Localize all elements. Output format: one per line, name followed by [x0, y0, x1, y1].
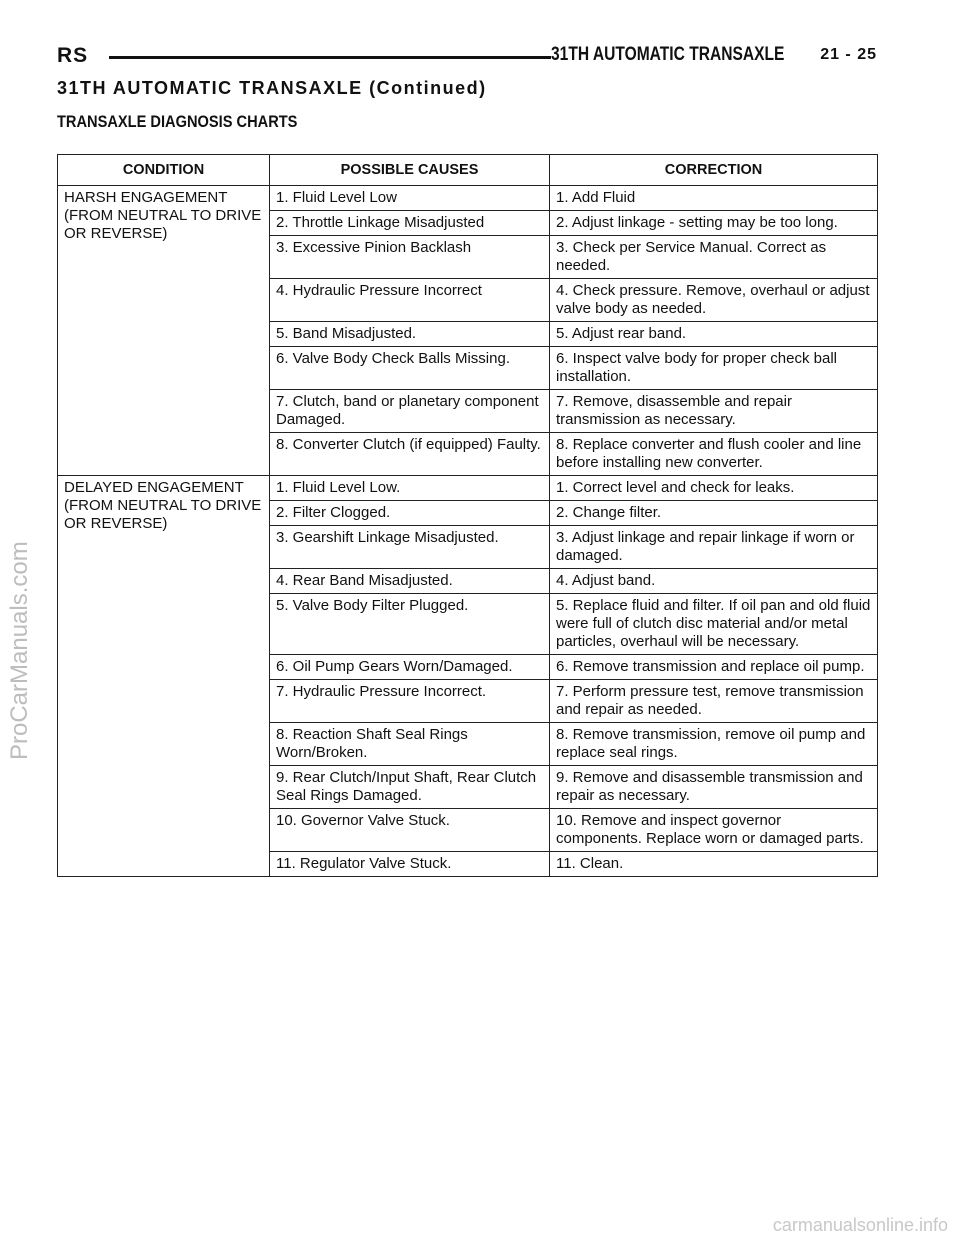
possible-cause-cell: 10. Governor Valve Stuck. [270, 809, 550, 852]
header-title: 31TH AUTOMATIC TRANSAXLE [551, 44, 785, 65]
possible-cause-cell: 6. Valve Body Check Balls Missing. [270, 347, 550, 390]
correction-cell: 5. Replace fluid and filter. If oil pan and old fluid were full of clutch disc material and/or metal particles, overhaul will be necessary. [550, 594, 878, 655]
correction-cell: 2. Adjust linkage - setting may be too long. [550, 211, 878, 236]
footer-watermark: carmanualsonline.info [772, 1215, 948, 1235]
possible-cause-cell: 8. Reaction Shaft Seal Rings Worn/Broken. [270, 723, 550, 766]
possible-cause-cell: 7. Hydraulic Pressure Incorrect. [270, 680, 550, 723]
correction-cell: 8. Replace converter and flush cooler and line before installing new converter. [550, 433, 878, 476]
header-rule [109, 56, 551, 59]
possible-cause-cell: 6. Oil Pump Gears Worn/Damaged. [270, 655, 550, 680]
side-watermark: ProCarManuals.com [6, 541, 33, 760]
possible-cause-cell: 5. Band Misadjusted. [270, 322, 550, 347]
possible-cause-cell: 4. Hydraulic Pressure Incorrect [270, 279, 550, 322]
page-header [57, 44, 877, 72]
correction-cell: 3. Check per Service Manual. Correct as needed. [550, 236, 878, 279]
possible-cause-cell: 8. Converter Clutch (if equipped) Faulty. [270, 433, 550, 476]
table-row [58, 476, 878, 501]
table-header-row [58, 155, 878, 186]
possible-cause-cell: 1. Fluid Level Low [270, 186, 550, 211]
table-body [58, 186, 878, 877]
possible-cause-cell: 9. Rear Clutch/Input Shaft, Rear Clutch Seal Rings Damaged. [270, 766, 550, 809]
possible-cause-cell: 11. Regulator Valve Stuck. [270, 852, 550, 877]
correction-cell: 8. Remove transmission, remove oil pump and replace seal rings. [550, 723, 878, 766]
correction-cell: 2. Change filter. [550, 501, 878, 526]
table-row [58, 186, 878, 211]
column-header-possible-causes: POSSIBLE CAUSES [270, 155, 550, 186]
correction-cell: 4. Check pressure. Remove, overhaul or adjust valve body as needed. [550, 279, 878, 322]
possible-cause-cell: 1. Fluid Level Low. [270, 476, 550, 501]
correction-cell: 4. Adjust band. [550, 569, 878, 594]
diagnosis-table [57, 154, 878, 877]
possible-cause-cell: 4. Rear Band Misadjusted. [270, 569, 550, 594]
column-header-condition: CONDITION [58, 155, 270, 186]
correction-cell: 1. Correct level and check for leaks. [550, 476, 878, 501]
correction-cell: 7. Remove, disassemble and repair transmission as necessary. [550, 390, 878, 433]
column-header-correction: CORRECTION [550, 155, 878, 186]
correction-cell: 3. Adjust linkage and repair linkage if worn or damaged. [550, 526, 878, 569]
section-title: 31TH AUTOMATIC TRANSAXLE (Continued) [57, 78, 487, 98]
correction-cell: 7. Perform pressure test, remove transmission and repair as needed. [550, 680, 878, 723]
header-page-number: 21 - 25 [820, 46, 877, 63]
condition-cell: HARSH ENGAGEMENT (FROM NEUTRAL TO DRIVE OR REVERSE) [58, 186, 270, 476]
possible-cause-cell: 5. Valve Body Filter Plugged. [270, 594, 550, 655]
condition-cell: DELAYED ENGAGEMENT (FROM NEUTRAL TO DRIVE OR REVERSE) [58, 476, 270, 877]
correction-cell: 11. Clean. [550, 852, 878, 877]
correction-cell: 1. Add Fluid [550, 186, 878, 211]
correction-cell: 10. Remove and inspect governor components. Replace worn or damaged parts. [550, 809, 878, 852]
header-section-code: RS [57, 44, 89, 67]
correction-cell: 9. Remove and disassemble transmission and repair as necessary. [550, 766, 878, 809]
correction-cell: 6. Remove transmission and replace oil pump. [550, 655, 878, 680]
possible-cause-cell: 2. Filter Clogged. [270, 501, 550, 526]
possible-cause-cell: 3. Excessive Pinion Backlash [270, 236, 550, 279]
correction-cell: 5. Adjust rear band. [550, 322, 878, 347]
possible-cause-cell: 3. Gearshift Linkage Misadjusted. [270, 526, 550, 569]
possible-cause-cell: 2. Throttle Linkage Misadjusted [270, 211, 550, 236]
chart-title: TRANSAXLE DIAGNOSIS CHARTS [57, 112, 298, 131]
correction-cell: 6. Inspect valve body for proper check ball installation. [550, 347, 878, 390]
possible-cause-cell: 7. Clutch, band or planetary component Damaged. [270, 390, 550, 433]
